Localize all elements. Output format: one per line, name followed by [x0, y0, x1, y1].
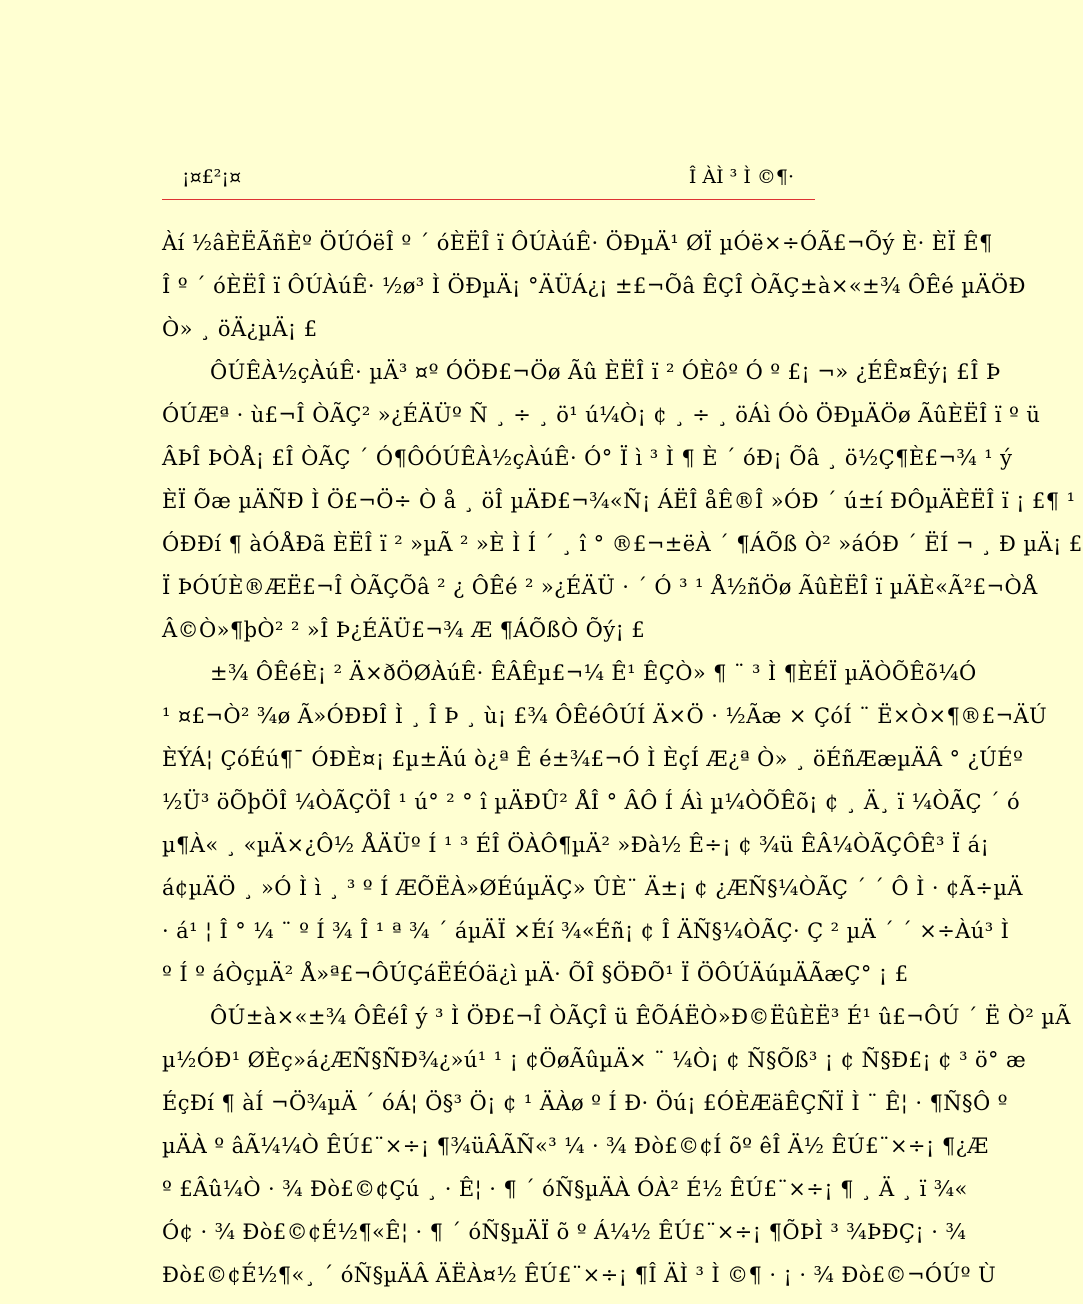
paragraph — [162, 222, 1026, 351]
text-line: Â©Ò»¶þÒ² ² »Î Þ¿ÉÄÜ£¬¾ Æ ¶ÁÕßÒ Õý¡ £ — [162, 618, 646, 642]
text-line: ÈÝÁ¦ ÇóÉú¶¯ ÓÐÈ¤¡ £µ±Äú ò¿ª Ê é±¾£¬Ó Ì ÈçÍ Æ¿ª Ò» ¸ öÉñÆæµÄÂ ° ¿ÚÉº — [162, 747, 1024, 771]
text-line: Î º ´ óÈËÎ ï ÔÚÀúÊ· ½ø³ Ì ÖÐµÄ¡ °ÄÜÁ¿¡ ±£¬Õâ ÊÇÎ ÒÃÇ±à×«±¾ ÔÊé µÄÖÐ — [162, 274, 1026, 298]
paragraph — [162, 652, 1048, 996]
text-line: µ½ÓÐ¹ ØÈç»á¿ÆÑ§ÑÐ¾¿»ú¹ ¹ ¡ ¢ÖøÃûµÄ× ¨ ¼Ò¡ ¢ Ñ§Õß³ ¡ ¢ Ñ§Ð£¡ ¢ ³ ö° æ — [162, 1048, 1027, 1072]
text-line: ÓÐÐí ¶ àÓÅÐã ÈËÎ ï ² »µÃ ² »È Ì Í ´ ¸ î ° ®£¬±ëÀ ´ ¶ÁÕß Ò² »áÓÐ ´ ËÍ ¬ ¸ Ð µÄ¡ £ — [162, 532, 1083, 556]
text-line: Ó¢ · ¾ Ðò£©¢É½¶«Ê¦ · ¶ ´ óÑ§µÄÏ õ º Á¼½ ÊÚ£¨×÷¡ ¶ÕÞÌ ³ ¾ÞÐÇ¡ · ¾ — [162, 1220, 967, 1244]
text-line: Ï ÞÓÚÈ®ÆË£¬Î ÒÃÇÕâ ² ¿ ÔÊé ² »¿ÉÄÜ · ´ Ó ³ ¹ Å½ñÖø ÃûÈËÎ ï µÄÈ«Ã²£¬ÒÅ — [162, 575, 1038, 599]
text-line: ±¾ ÔÊéÈ¡ ² Ä×ðÖØÀúÊ· ÊÂÊµ£¬¼ Ê¹ ÊÇÒ» ¶ ¨ ³ Ì ¶ÈÉÏ µÄÒÕÊõ¼Ó — [210, 661, 977, 685]
running-header-left: ¡¤£²¡¤ — [182, 166, 242, 188]
text-line: ÈÏ Õæ µÄÑÐ Ì Ö£¬Ö÷ Ò å ¸ öÎ µÄÐ£¬¾«Ñ¡ ÁËÎ åÊ®Î »ÓÐ ´ ú±í ÐÔµÄÈËÎ ï ¡ £¶ ¹ — [162, 489, 1076, 513]
text-line: ½Ü³ öÕþÖÎ ¼ÒÃÇÖÎ ¹ ú° ² ° î µÄÐÛ² ÅÎ ° ÂÔ Í Áì µ¼ÒÕÊõ¡ ¢ ¸ Ä¸ ï ¼ÒÃÇ ´ ó — [162, 790, 1021, 814]
text-line: ÔÚÊÀ½çÀúÊ· µÄ³ ¤º ÓÖÐ£¬Öø Ãû ÈËÎ ï ² ÓÈôº Ó º £¡ ¬» ¿ÉÊ¤Êý¡ £Î Þ — [210, 360, 1001, 384]
text-line: á¢µÄÖ ¸ »Ó Ì ì ¸ ³ º Í ÆÕËÀ»ØÉúµÄÇ» ÛÈ¨ Ä±¡ ¢ ¿ÆÑ§¼ÒÃÇ ´ ´ Ô Ì · ¢Ã÷µÄ — [162, 876, 1023, 900]
paragraph — [162, 996, 1071, 1297]
text-line: ÉçÐí ¶ àÍ ¬Ö¾µÄ ´ óÁ¦ Ö§³ Ö¡ ¢ ¹ ÄÀø º Í Ð· Öú¡ £ÓÈÆäÊÇÑÏ Ì ¨ Ê¦ · ¶Ñ§Ô º — [162, 1091, 1008, 1115]
text-line: Ðò£©¢É½¶«¸ ´ óÑ§µÄÂ ÄËÀ¤½ ÊÚ£¨×÷¡ ¶Î ÄÌ ³ Ì ©¶ · ¡ · ¾ Ðò£©¬ÓÚº Ù — [162, 1263, 997, 1287]
text-line: Àí ½âÈËÃñÈº ÖÚÓëÎ º ´ óÈËÎ ï ÔÚÀúÊ· ÖÐµÄ¹ ØÏ µÓë×÷ÓÃ£¬Õý È· ÈÏ Ê¶ — [162, 231, 993, 255]
text-line: ÂÞÎ ÞÒÅ¡ £Î ÒÃÇ ´ Ó¶ÔÓÚÊÀ½çÀúÊ· Ó° Ï ì ³ Ì ¶ È ´ óÐ¡ Õâ ¸ ö½Ç¶È£¬¾ ¹ ý — [162, 446, 1013, 470]
text-line: Ò» ¸ öÄ¿µÄ¡ £ — [162, 317, 318, 341]
text-line: ¹ ¤£¬Ò² ¾ø Ã»ÓÐÐÎ Ì ¸ Î Þ ¸ ù¡ £¾ ÔÊéÔÚÍ Ä×Ö · ½Ãæ × ÇóÍ ¨ Ë×Ò×¶®£¬ÄÚ — [162, 704, 1048, 728]
text-line: µ¶À« ¸ «µÄ×¿Ô½ ÅÄÜº Í ¹ ³ ÉÎ ÖÀÔ¶µÄ² »Ðà½ Ê÷¡ ¢ ¾ü ÊÂ¼ÒÃÇÔÊ³ Ï á¡ — [162, 833, 990, 857]
paragraph — [162, 351, 1083, 652]
text-line: ÔÚ±à×«±¾ ÔÊéÎ ý ³ Ì ÖÐ£¬Î ÒÃÇÎ ü ÊÕÁËÒ»Ð©ËûÈË³ É¹ û£¬ÔÚ ´ Ë Ò² µÃ — [210, 1005, 1071, 1029]
text-line: ÓÚÆª · ù£¬Î ÒÃÇ² »¿ÉÄÜº Ñ ¸ ÷ ¸ ö¹ ú¼Ò¡ ¢ ¸ ÷ ¸ öÁì Óò ÖÐµÄÖø ÃûÈËÎ ï º ü — [162, 403, 1041, 427]
text-line: º Í º áÒçµÄ² Å»ª£¬ÔÚÇáËÉÓä¿ì µÄ· ÕÎ §ÖÐÕ¹ Ï ÖÔÚÄúµÄÃæÇ° ¡ £ — [162, 962, 909, 986]
header-rule — [162, 199, 815, 200]
text-line: º £Âû¼Ò · ¾ Ðò£©¢Çú ¸ · Ê¦ · ¶ ´ óÑ§µÄÀ ÓÀ² É½ ÊÚ£¨×÷¡ ¶ ¸ Ä ¸ ï ¾« — [162, 1177, 968, 1201]
text-line: · á¹ ¦ Î ° ¼ ¨ º Í ¾ Î ¹ ª ¾ ´ áµÄÏ ×Éí ¾«Éñ¡ ¢ Î ÄÑ§¼ÒÃÇ· Ç ² µÄ ´ ´ ×÷Àú³ Ì — [162, 919, 1010, 943]
running-header-right: Î ÀÌ ³ Ì ©¶· — [688, 166, 794, 188]
body-text — [162, 222, 1083, 1297]
text-line: µÄÀ º âÃ¼¼Ò ÊÚ£¨×÷¡ ¶¾üÂÃÑ«³ ¼ · ¾ Ðò£©¢Í õº êÎ Ä½ ÊÚ£¨×÷¡ ¶¿Æ — [162, 1134, 989, 1158]
